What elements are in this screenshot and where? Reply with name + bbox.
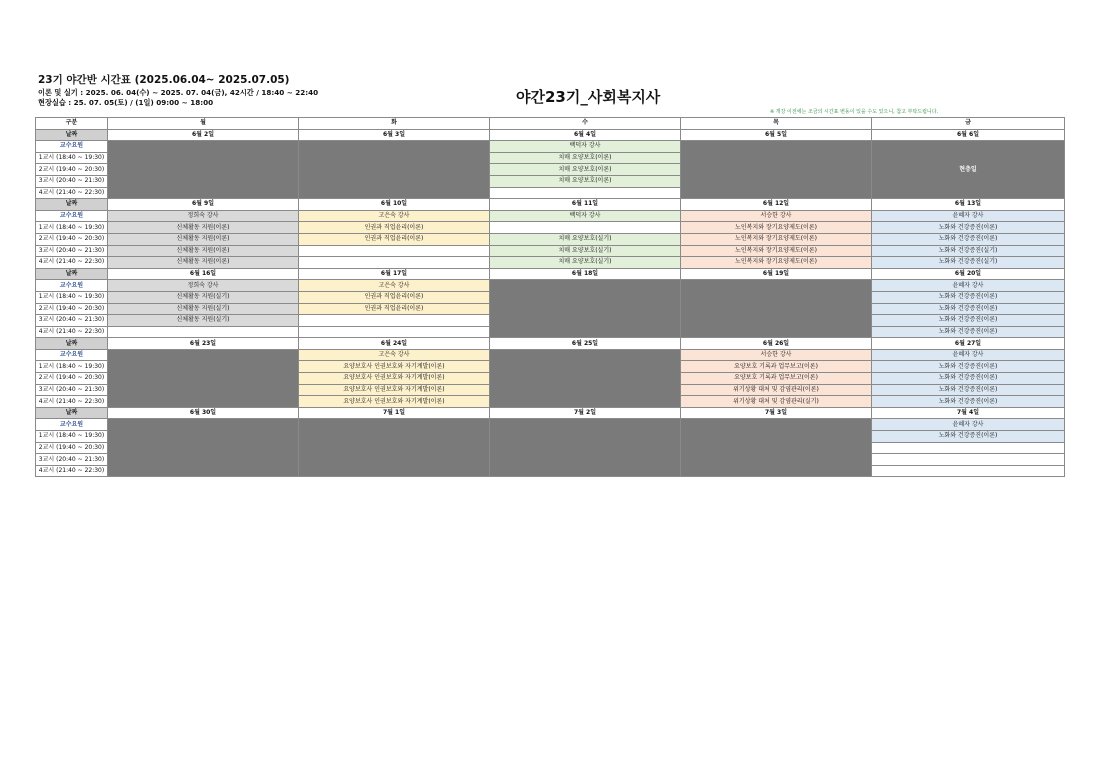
period-label: 4교시 (21:40 ~ 22:30) (36, 465, 108, 477)
class-cell (299, 245, 490, 257)
col-wed: 수 (490, 118, 681, 130)
class-cell: 노인복지와 장기요양제도(이론) (681, 245, 872, 257)
instructor-cell: 고은숙 강사 (299, 210, 490, 222)
empty-block (108, 349, 299, 407)
period-label: 1교시 (18:40 ~ 19:30) (36, 222, 108, 234)
class-cell: 위기상황 대처 및 감염관리(실기) (681, 396, 872, 408)
period-row (36, 222, 1065, 234)
date-row (36, 129, 1065, 141)
class-cell: 노인복지와 장기요양제도(이론) (681, 222, 872, 234)
period-label: 4교시 (21:40 ~ 22:30) (36, 396, 108, 408)
instructor-label: 교수요원 (36, 141, 108, 153)
empty-block (490, 419, 681, 477)
period-label: 3교시 (20:40 ~ 21:30) (36, 384, 108, 396)
instructor-cell: 고은숙 강사 (299, 349, 490, 361)
period-row (36, 257, 1065, 269)
instructor-cell: 백덕자 강사 (490, 141, 681, 153)
class-cell: 신체활동 지원(이론) (108, 222, 299, 234)
class-cell: 노화와 건강증진(이론) (872, 431, 1065, 443)
class-cell: 요양보호사 인권보호와 자기계발(이론) (299, 361, 490, 373)
class-cell: 노화와 건강증진(이론) (872, 222, 1065, 234)
period-label: 2교시 (19:40 ~ 20:30) (36, 164, 108, 176)
col-thu: 목 (681, 118, 872, 130)
holiday-cell: 현충일 (872, 141, 1065, 199)
class-cell: 노화와 건강증진(실기) (872, 245, 1065, 257)
class-cell: 노화와 건강증진(이론) (872, 384, 1065, 396)
empty-block (108, 419, 299, 477)
class-cell: 치매 요양보호(실기) (490, 257, 681, 269)
class-cell: 신체활동 지원(실기) (108, 303, 299, 315)
date-label: 날짜 (36, 268, 108, 280)
date-label: 날짜 (36, 407, 108, 419)
class-cell: 노화와 건강증진(이론) (872, 233, 1065, 245)
period-label: 1교시 (18:40 ~ 19:30) (36, 152, 108, 164)
class-cell: 노화와 건강증진(이론) (872, 373, 1065, 385)
period-label: 1교시 (18:40 ~ 19:30) (36, 361, 108, 373)
instructor-cell: 정희숙 강사 (108, 210, 299, 222)
class-cell: 인권과 직업윤리(이론) (299, 233, 490, 245)
class-cell: 요양보호사 인권보호와 자기계발(이론) (299, 384, 490, 396)
class-cell: 요양보호 기록과 업무보고(이론) (681, 373, 872, 385)
period-label: 3교시 (20:40 ~ 21:30) (36, 454, 108, 466)
date-cell: 6월 12일 (681, 199, 872, 211)
class-cell: 치매 요양보호(실기) (490, 233, 681, 245)
period-label: 2교시 (19:40 ~ 20:30) (36, 373, 108, 385)
instructor-row (36, 210, 1065, 222)
document-title: 23기 야간반 시간표 (2025.06.04~ 2025.07.05) (38, 74, 290, 86)
period-label: 4교시 (21:40 ~ 22:30) (36, 326, 108, 338)
period-label: 3교시 (20:40 ~ 21:30) (36, 245, 108, 257)
class-cell (299, 257, 490, 269)
col-mon: 월 (108, 118, 299, 130)
class-cell (299, 315, 490, 327)
period-label: 4교시 (21:40 ~ 22:30) (36, 187, 108, 199)
instructor-row (36, 141, 1065, 153)
date-cell: 6월 3일 (299, 129, 490, 141)
instructor-label: 교수요원 (36, 419, 108, 431)
date-cell: 6월 6일 (872, 129, 1065, 141)
date-cell: 6월 17일 (299, 268, 490, 280)
date-cell: 6월 13일 (872, 199, 1065, 211)
date-cell: 6월 27일 (872, 338, 1065, 350)
period-label: 3교시 (20:40 ~ 21:30) (36, 175, 108, 187)
instructor-cell: 서승한 강사 (681, 349, 872, 361)
empty-block (681, 419, 872, 477)
empty-block (299, 141, 490, 199)
date-cell: 6월 26일 (681, 338, 872, 350)
instructor-label: 교수요원 (36, 210, 108, 222)
instructor-cell: 서승한 강사 (681, 210, 872, 222)
period-row (36, 233, 1065, 245)
class-cell: 치매 요양보호(이론) (490, 152, 681, 164)
class-cell: 노인복지와 장기요양제도(이론) (681, 257, 872, 269)
period-row (36, 245, 1065, 257)
instructor-label: 교수요원 (36, 349, 108, 361)
date-cell: 6월 10일 (299, 199, 490, 211)
period-label: 1교시 (18:40 ~ 19:30) (36, 291, 108, 303)
date-cell: 7월 3일 (681, 407, 872, 419)
class-cell: 치매 요양보호(이론) (490, 175, 681, 187)
class-cell: 신체활동 지원(이론) (108, 257, 299, 269)
date-row (36, 407, 1065, 419)
class-cell: 치매 요양보호(실기) (490, 245, 681, 257)
date-row (36, 268, 1065, 280)
class-cell (490, 222, 681, 234)
date-label: 날짜 (36, 338, 108, 350)
date-cell: 6월 19일 (681, 268, 872, 280)
class-cell: 요양보호 기록과 업무보고(이론) (681, 361, 872, 373)
date-cell: 6월 5일 (681, 129, 872, 141)
date-cell: 6월 2일 (108, 129, 299, 141)
date-label: 날짜 (36, 129, 108, 141)
col-gubun: 구분 (36, 118, 108, 130)
class-cell: 노화와 건강증진(이론) (872, 326, 1065, 338)
date-cell: 7월 4일 (872, 407, 1065, 419)
class-cell: 노화와 건강증진(이론) (872, 291, 1065, 303)
instructor-cell: 정희숙 강사 (108, 280, 299, 292)
class-cell: 노화와 건강증진(이론) (872, 315, 1065, 327)
period-label: 2교시 (19:40 ~ 20:30) (36, 303, 108, 315)
empty-block (681, 280, 872, 338)
instructor-row (36, 419, 1065, 431)
date-cell: 7월 2일 (490, 407, 681, 419)
class-cell: 노화와 건강증진(이론) (872, 361, 1065, 373)
period-label: 1교시 (18:40 ~ 19:30) (36, 431, 108, 443)
date-row (36, 199, 1065, 211)
class-cell: 신체활동 지원(실기) (108, 291, 299, 303)
class-cell: 신체활동 지원(실기) (108, 315, 299, 327)
date-cell: 6월 24일 (299, 338, 490, 350)
empty-block (299, 419, 490, 477)
date-cell: 6월 18일 (490, 268, 681, 280)
instructor-row (36, 349, 1065, 361)
date-cell: 6월 9일 (108, 199, 299, 211)
class-cell: 위기상황 대처 및 감염관리(이론) (681, 384, 872, 396)
empty-block (490, 349, 681, 407)
class-cell: 치매 요양보호(이론) (490, 164, 681, 176)
instructor-cell: 고은숙 강사 (299, 280, 490, 292)
empty-block (681, 141, 872, 199)
class-cell: 신체활동 지원(이론) (108, 233, 299, 245)
date-label: 날짜 (36, 199, 108, 211)
col-tue: 화 (299, 118, 490, 130)
instructor-row (36, 280, 1065, 292)
instructor-cell: 윤혜자 강사 (872, 210, 1065, 222)
change-notice: ※ 개강 이전에는 조금의 시간표 변동이 있을 수도 있으니, 참고 부탁드립니다. (770, 109, 939, 115)
period-label: 3교시 (20:40 ~ 21:30) (36, 315, 108, 327)
instructor-cell: 윤혜자 강사 (872, 280, 1065, 292)
class-cell (490, 187, 681, 199)
period-label: 2교시 (19:40 ~ 20:30) (36, 442, 108, 454)
date-cell: 6월 25일 (490, 338, 681, 350)
instructor-cell: 윤혜자 강사 (872, 419, 1065, 431)
date-cell: 6월 4일 (490, 129, 681, 141)
period-theory: 이론 및 실기 : 2025. 06. 04(수) ~ 2025. 07. 04(금), 42시간 / 18:40 ~ 22:40 (38, 88, 319, 97)
class-cell (108, 326, 299, 338)
class-cell (872, 465, 1065, 477)
instructor-cell: 백덕자 강사 (490, 210, 681, 222)
class-cell (872, 454, 1065, 466)
date-cell: 7월 1일 (299, 407, 490, 419)
date-row (36, 338, 1065, 350)
center-title: 야간23기_사회복지사 (516, 88, 661, 106)
period-label: 2교시 (19:40 ~ 20:30) (36, 233, 108, 245)
date-cell: 6월 30일 (108, 407, 299, 419)
class-cell: 노화와 건강증진(실기) (872, 257, 1065, 269)
column-header-row (36, 118, 1065, 130)
class-cell: 노인복지와 장기요양제도(이론) (681, 233, 872, 245)
date-cell: 6월 11일 (490, 199, 681, 211)
class-cell: 인권과 직업윤리(이론) (299, 222, 490, 234)
class-cell: 노화와 건강증진(이론) (872, 396, 1065, 408)
class-cell: 인권과 직업윤리(이론) (299, 291, 490, 303)
class-cell: 신체활동 지원(이론) (108, 245, 299, 257)
period-practicum: 현장실습 : 25. 07. 05(토) / (1일) 09:00 ~ 18:00 (38, 98, 214, 107)
class-cell: 노화와 건강증진(이론) (872, 303, 1065, 315)
date-cell: 6월 20일 (872, 268, 1065, 280)
date-cell: 6월 16일 (108, 268, 299, 280)
period-label: 4교시 (21:40 ~ 22:30) (36, 257, 108, 269)
class-cell (872, 442, 1065, 454)
instructor-label: 교수요원 (36, 280, 108, 292)
class-cell: 요양보호사 인권보호와 자기계발(이론) (299, 396, 490, 408)
empty-block (490, 280, 681, 338)
col-fri: 금 (872, 118, 1065, 130)
empty-block (108, 141, 299, 199)
class-cell (299, 326, 490, 338)
class-cell: 인권과 직업윤리(이론) (299, 303, 490, 315)
timetable (35, 117, 1065, 477)
class-cell: 요양보호사 인권보호와 자기계발(이론) (299, 373, 490, 385)
instructor-cell: 윤혜자 강사 (872, 349, 1065, 361)
date-cell: 6월 23일 (108, 338, 299, 350)
